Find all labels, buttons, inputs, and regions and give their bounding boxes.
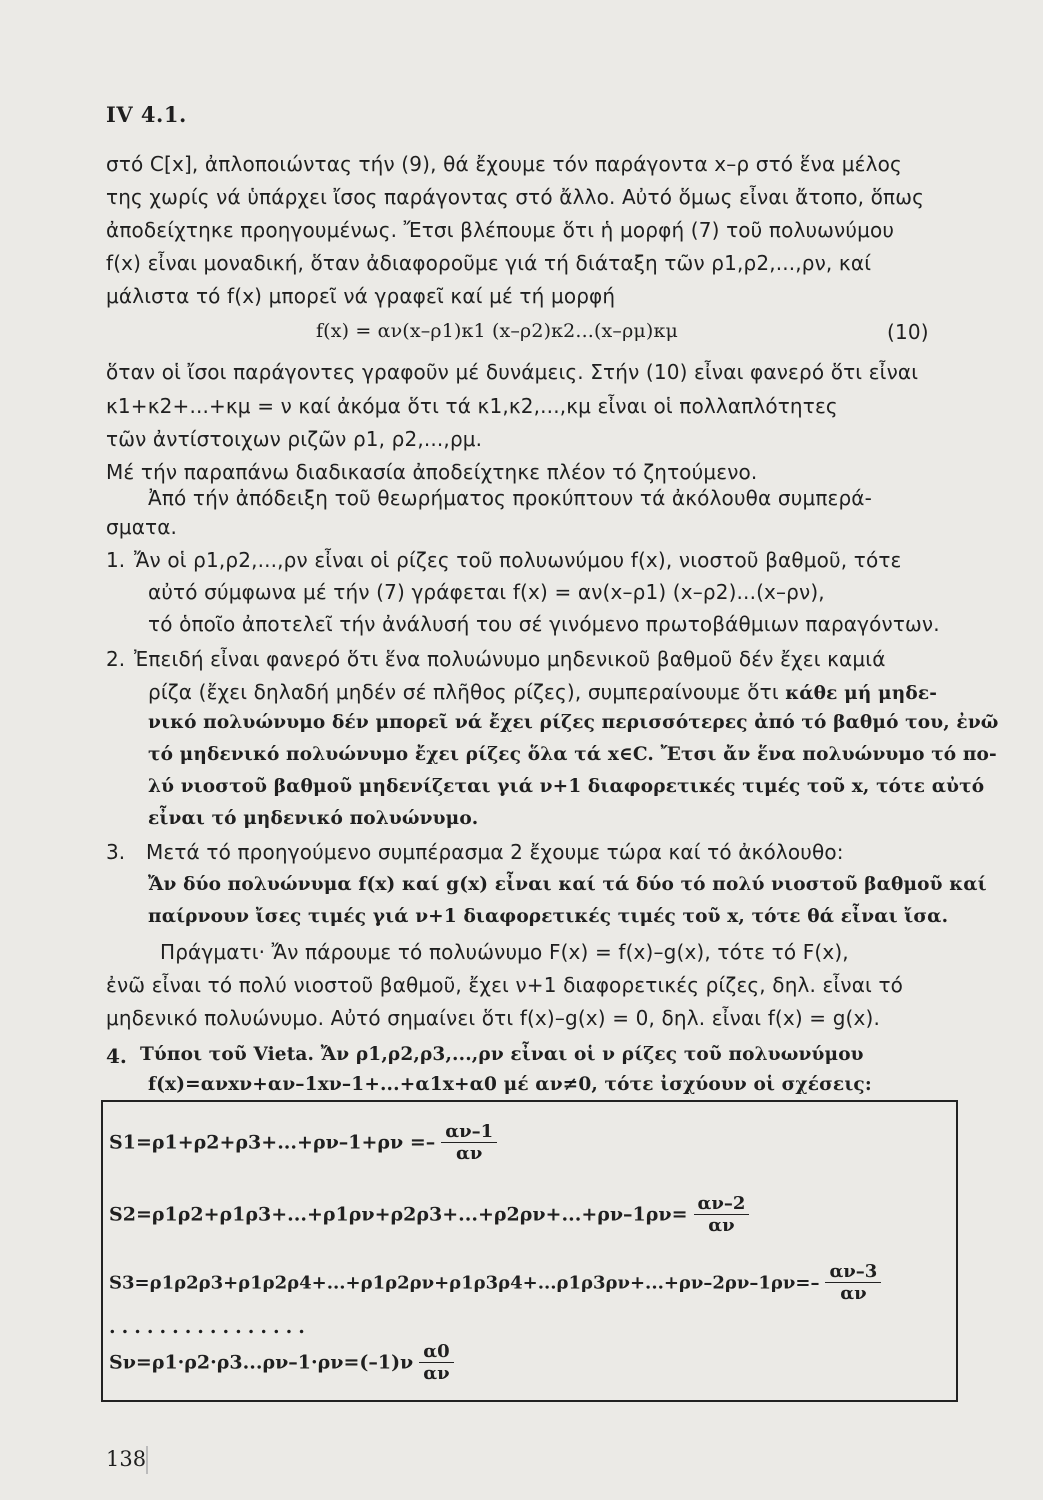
section-header: IV 4.1. — [106, 102, 187, 127]
text-line: σματα. — [106, 515, 178, 539]
text-line: ὅταν οἱ ἴσοι παράγοντες γραφοῦν μέ δυνάμεις. Στήν (10) εἶναι φανερό ὅτι εἶναι — [106, 360, 919, 384]
text-line: Μέ τήν παραπάνω διαδικασία ἀποδείχτηκε πλέον τό ζητούμενο. — [106, 460, 758, 484]
fraction-denominator: αν — [840, 1283, 867, 1304]
item-number: 3. — [106, 840, 126, 864]
text-line: στό C[x], ἀπλοποιώντας τήν (9), θά ἔχουμε τόν παράγοντα x–ρ στό ἕνα μέλος — [106, 152, 902, 176]
continuation-dots: ................ — [109, 1316, 311, 1338]
equation-number: (10) — [887, 320, 929, 344]
text-line — [148, 680, 937, 704]
bold-line: Τύποι τοῦ Vieta. Ἄν ρ1,ρ2,ρ3,...,ρν εἶναι οἱ ν ρίζες τοῦ πολυωνύμου — [140, 1044, 864, 1065]
formula-s3-lhs: S3=ρ1ρ2ρ3+ρ1ρ2ρ4+...+ρ1ρ2ρν+ρ1ρ3ρ4+...ρ1ρ3ρν+...+ρν–2ρν–1ρν=– — [109, 1272, 820, 1294]
text-line: τῶν ἀντίστοιχων ριζῶν ρ1, ρ2,...,ρμ. — [106, 427, 483, 451]
text-line: f(x) εἶναι μοναδική, ὅταν ἀδιαφοροῦμε γιά τή διάταξη τῶν ρ1,ρ2,...,ρν, καί — [106, 251, 872, 275]
item-number: 4. — [106, 1044, 127, 1068]
bold-line: εἶναι τό μηδενικό πολυώνυμο. — [148, 808, 479, 829]
text-line: ἐνῶ εἶναι τό πολύ νιοστοῦ βαθμοῦ, ἔχει ν+1 διαφορετικές ρίζες, δηλ. εἶναι τό — [106, 973, 904, 997]
text-line: Ἐπειδή εἶναι φανερό ὅτι ἕνα πολυώνυμο μηδενικοῦ βαθμοῦ δέν ἔχει καμιά — [134, 647, 886, 671]
text-line: μάλιστα τό f(x) μπορεῖ νά γραφεῖ καί μέ τή μορφή — [106, 284, 616, 308]
fraction — [419, 1342, 453, 1385]
bold-line: f(x)=ανxν+αν–1xν–1+...+α1x+α0 μέ αν≠0, τότε ἰσχύουν οἱ σχέσεις: — [148, 1074, 872, 1095]
bold-line: παίρνουν ἴσες τιμές γιά ν+1 διαφορετικές τιμές τοῦ x, τότε θά εἶναι ἴσα. — [148, 906, 949, 927]
text-line: τό ὁποῖο ἀποτελεῖ τήν ἀνάλυσή του σέ γινόμενο πρωτοβάθμιων παραγόντων. — [148, 612, 940, 636]
bold-line: λύ νιοστοῦ βαθμοῦ μηδενίζεται γιά ν+1 διαφορετικές τιμές τοῦ x, τότε αὐτό — [148, 776, 985, 797]
page-number: 138 — [106, 1447, 147, 1471]
text-line: μηδενικό πολυώνυμο. Αὐτό σημαίνει ὅτι f(x)–g(x) = 0, δηλ. εἶναι f(x) = g(x). — [106, 1006, 880, 1030]
fraction-numerator: α0 — [419, 1342, 453, 1363]
fraction-denominator: αν — [423, 1363, 450, 1384]
formula-sv-lhs: Sν=ρ1·ρ2·ρ3...ρν–1·ρν=(–1)ν — [109, 1351, 414, 1374]
text-line: Ἀπό τήν ἀπόδειξη τοῦ θεωρήματος προκύπτουν τά ἀκόλουθα συμπερά- — [148, 486, 873, 510]
bold-line: νικό πολυώνυμο δέν μπορεῖ νά ἔχει ρίζες περισσότερες ἀπό τό βαθμό του, ἐνῶ — [148, 712, 999, 733]
text-run: ρίζα (ἔχει δηλαδή μηδέν σέ πλῆθος ρίζες), συμπεραίνουμε ὅτι — [148, 680, 786, 704]
fraction-denominator: αν — [456, 1143, 483, 1164]
text-line: κ1+κ2+...+κμ = ν καί ἀκόμα ὅτι τά κ1,κ2,...,κμ εἶναι οἱ πολλαπλότητες — [106, 394, 838, 418]
fraction-numerator: αν–2 — [694, 1194, 750, 1215]
text-line: αὐτό σύμφωνα μέ τήν (7) γράφεται f(x) = αν(x–ρ1) (x–ρ2)...(x–ρν), — [148, 580, 825, 604]
item-number: 2. — [106, 647, 126, 671]
fraction — [694, 1194, 750, 1237]
fraction — [825, 1262, 881, 1305]
page-edge-mark — [146, 1446, 148, 1474]
bold-line: τό μηδενικό πολυώνυμο ἔχει ρίζες ὅλα τά x∈C. Ἔτσι ἄν ἕνα πολυώνυμο τό πο- — [148, 744, 997, 765]
item-number: 1. — [106, 548, 126, 572]
fraction-numerator: αν–3 — [825, 1262, 881, 1283]
text-line: Μετά τό προηγούμενο συμπέρασμα 2 ἔχουμε τώρα καί τό ἀκόλουθο: — [146, 840, 844, 864]
vieta-formulas-box — [101, 1100, 958, 1402]
bold-run: κάθε μή μηδε- — [785, 683, 938, 704]
fraction — [441, 1122, 497, 1165]
formula-s2 — [109, 1194, 749, 1237]
fraction-numerator: αν–1 — [441, 1122, 497, 1143]
formula-s2-lhs: S2=ρ1ρ2+ρ1ρ3+...+ρ1ρν+ρ2ρ3+...+ρ2ρν+...+ρν–1ρν= — [109, 1203, 688, 1226]
formula-s1-lhs: S1=ρ1+ρ2+ρ3+...+ρν–1+ρν =– — [109, 1131, 436, 1154]
equation-10: f(x) = αν(x–ρ1)κ1 (x–ρ2)κ2...(x–ρμ)κμ — [316, 320, 678, 342]
text-line: ἀποδείχτηκε προηγουμένως. Ἔτσι βλέπουμε ὅτι ἡ μορφή (7) τοῦ πολυωνύμου — [106, 218, 895, 242]
bold-line: Ἄν δύο πολυώνυμα f(x) καί g(x) εἶναι καί τά δύο τό πολύ νιοστοῦ βαθμοῦ καί — [148, 874, 987, 895]
text-line: Πράγματι· Ἄν πάρουμε τό πολυώνυμο F(x) = f(x)–g(x), τότε τό F(x), — [160, 940, 849, 964]
formula-s1 — [109, 1122, 497, 1165]
fraction-denominator: αν — [708, 1215, 735, 1236]
text-line: της χωρίς νά ὑπάρχει ἴσος παράγοντας στό ἄλλο. Αὐτό ὅμως εἶναι ἄτοπο, ὅπως — [106, 185, 924, 209]
text-line: Ἄν οἱ ρ1,ρ2,...,ρν εἶναι οἱ ρίζες τοῦ πολυωνύμου f(x), νιοστοῦ βαθμοῦ, τότε — [134, 548, 902, 572]
formula-s3 — [109, 1262, 881, 1305]
formula-sv — [109, 1342, 454, 1385]
